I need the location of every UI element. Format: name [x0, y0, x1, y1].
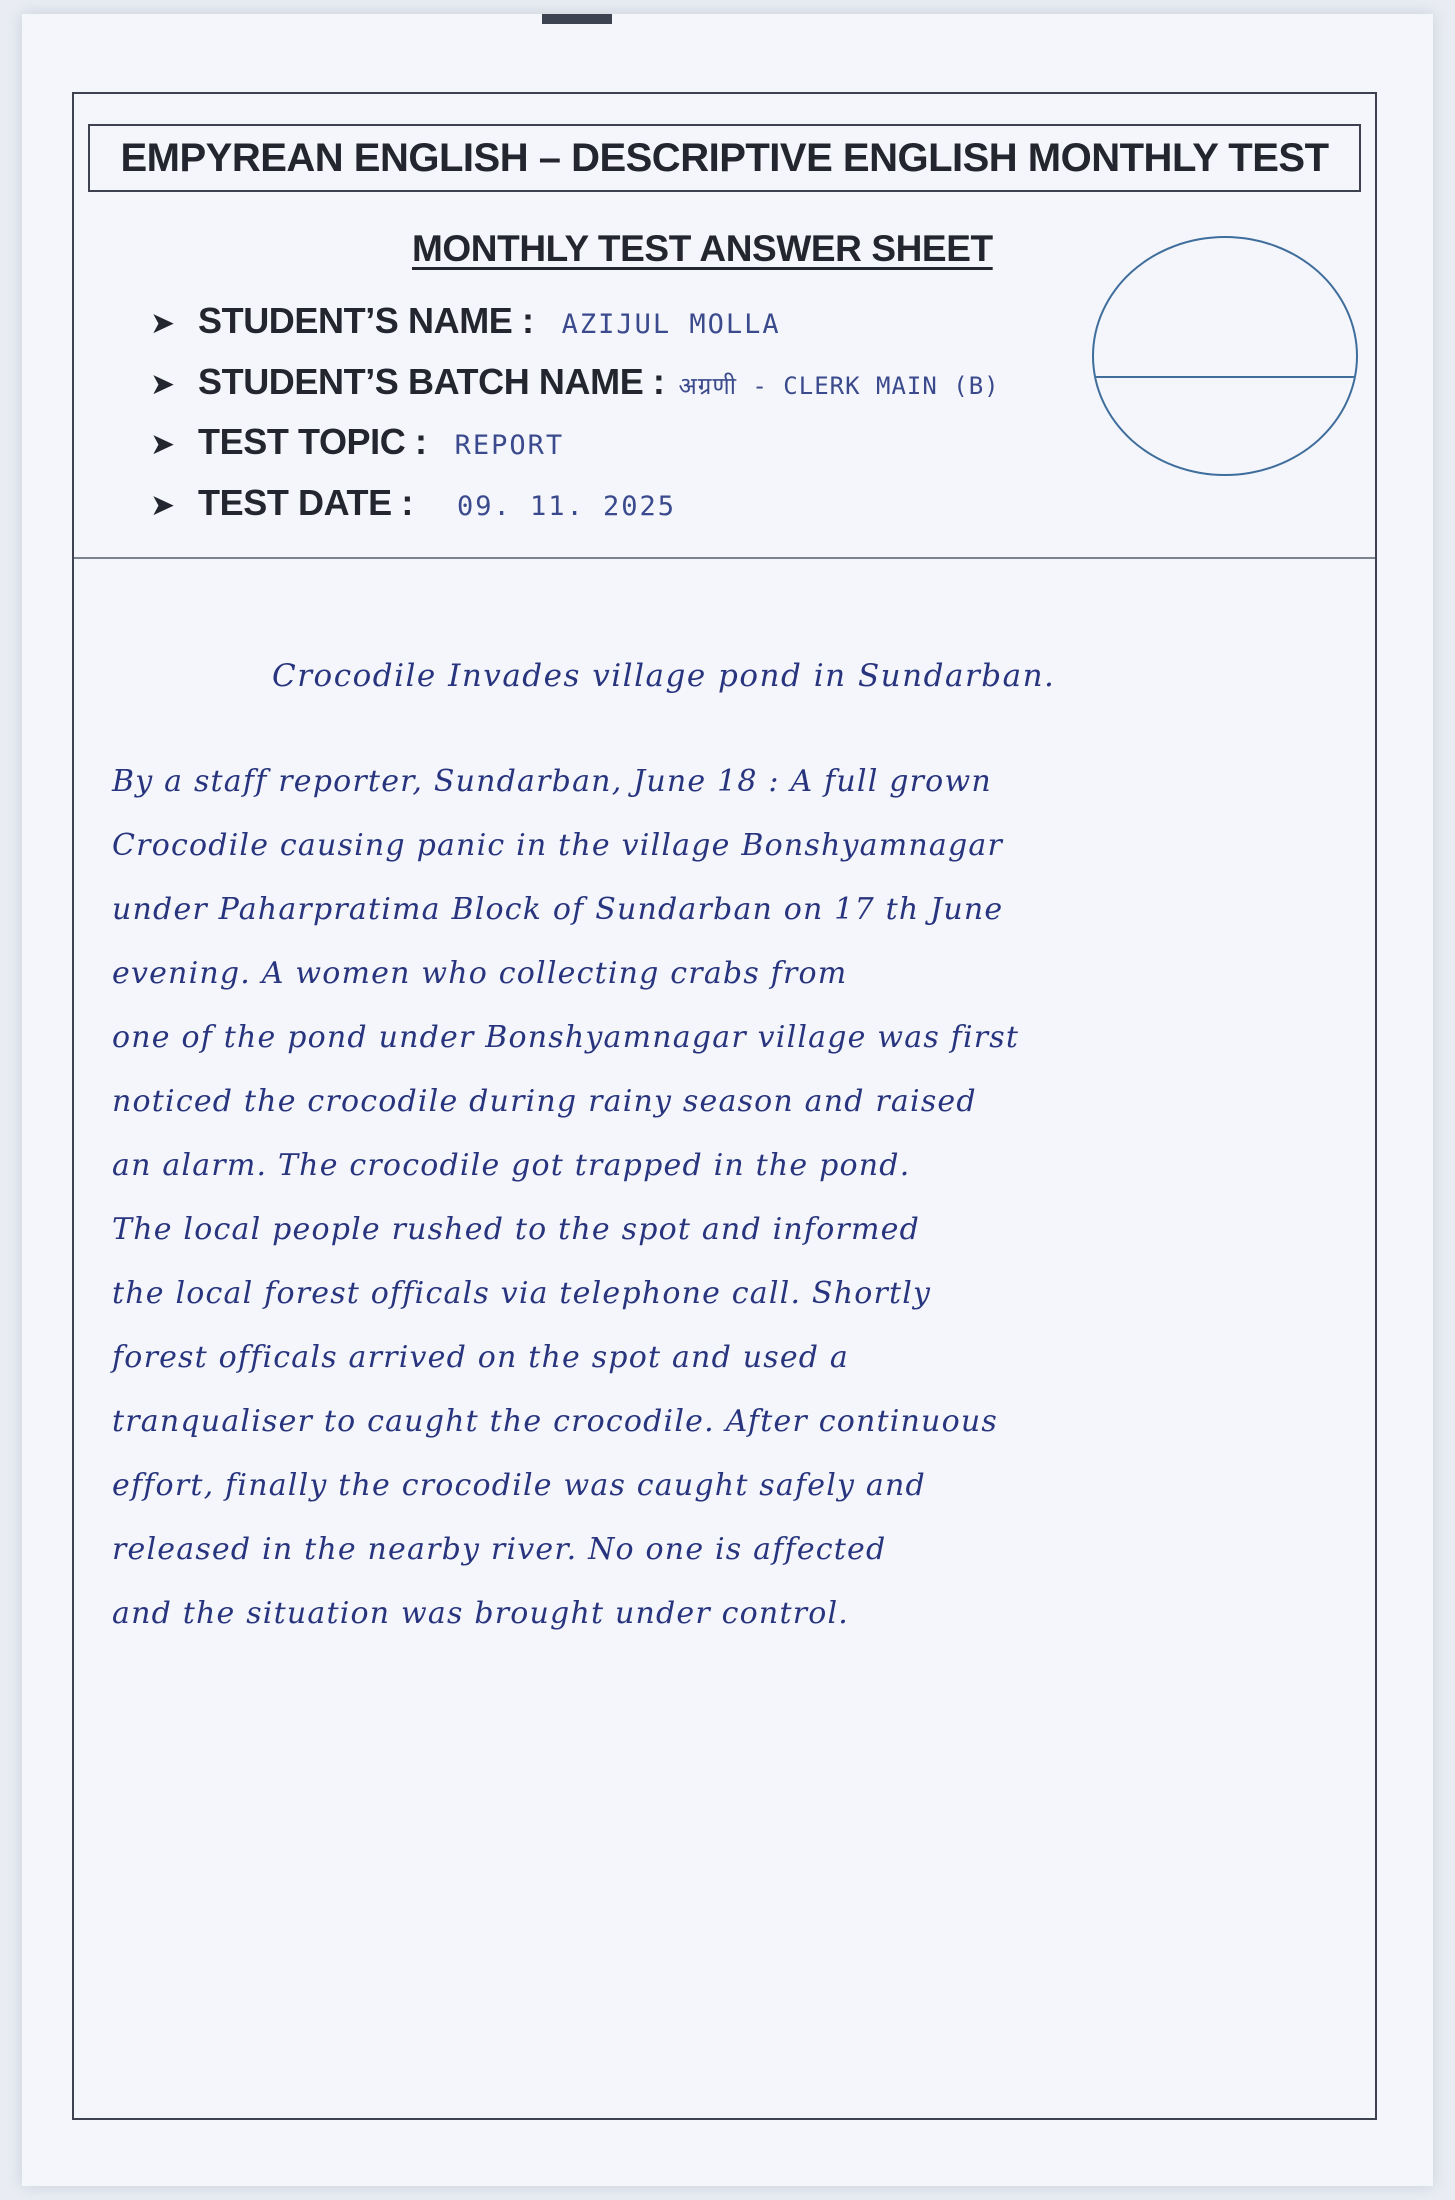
- arrowhead-bullet-icon: ➤: [150, 306, 176, 341]
- field-test-date: [150, 482, 676, 524]
- field-value: 09. 11. 2025: [456, 491, 677, 522]
- marks-circle: [1092, 236, 1358, 476]
- field-batch-name: [150, 361, 1000, 403]
- marks-divider: [1094, 376, 1356, 378]
- answer-line: forest officals arrived on the spot and used a: [112, 1340, 850, 1375]
- field-test-topic: [150, 421, 564, 463]
- answer-line: effort, finally the crocodile was caught safely and: [112, 1468, 926, 1503]
- field-value: AZIJUL MOLLA: [561, 309, 781, 340]
- answer-line: and the situation was brought under control.: [112, 1596, 850, 1631]
- answer-line: The local people rushed to the spot and informed: [112, 1212, 921, 1247]
- sheet-heading: EMPYREAN ENGLISH – DESCRIPTIVE ENGLISH MONTHLY TEST: [120, 135, 1329, 180]
- field-student-name: [150, 300, 781, 342]
- answer-body: [112, 750, 1332, 1646]
- answer-line: released in the nearby river. No one is affected: [112, 1532, 887, 1567]
- sheet-subheading: MONTHLY TEST ANSWER SHEET: [412, 228, 993, 269]
- answer-line: evening. A women who collecting crabs from: [112, 956, 848, 991]
- answer-line: By a staff reporter, Sundarban, June 18 : A full grown: [112, 764, 992, 799]
- answer-line: one of the pond under Bonshyamnagar village was first: [112, 1020, 1020, 1055]
- clip-edge: [542, 14, 612, 24]
- answer-line: noticed the crocodile during rainy season and raised: [112, 1084, 977, 1119]
- arrowhead-bullet-icon: ➤: [150, 427, 176, 462]
- answer-line: Crocodile causing panic in the village Bonshyamnagar: [112, 828, 1004, 863]
- field-label: TEST DATE :: [198, 482, 413, 523]
- field-label: STUDENT’S NAME :: [198, 300, 534, 341]
- header-divider: [74, 557, 1375, 559]
- field-label: STUDENT’S BATCH NAME :: [198, 361, 665, 402]
- field-label: TEST TOPIC :: [198, 421, 427, 462]
- arrowhead-bullet-icon: ➤: [150, 367, 176, 402]
- field-value: अग्रणी - CLERK MAIN (B): [678, 372, 1000, 400]
- field-value: REPORT: [454, 430, 565, 461]
- heading-box: [88, 124, 1361, 192]
- arrowhead-bullet-icon: ➤: [150, 488, 176, 523]
- answer-line: under Paharpratima Block of Sundarban on 17 th June: [112, 892, 1004, 927]
- answer-title: Crocodile Invades village pond in Sundarban.: [272, 658, 1056, 694]
- answer-line: tranqualiser to caught the crocodile. After continuous: [112, 1404, 998, 1439]
- answer-line: an alarm. The crocodile got trapped in the pond.: [112, 1148, 911, 1183]
- answer-line: the local forest officals via telephone call. Shortly: [112, 1276, 932, 1311]
